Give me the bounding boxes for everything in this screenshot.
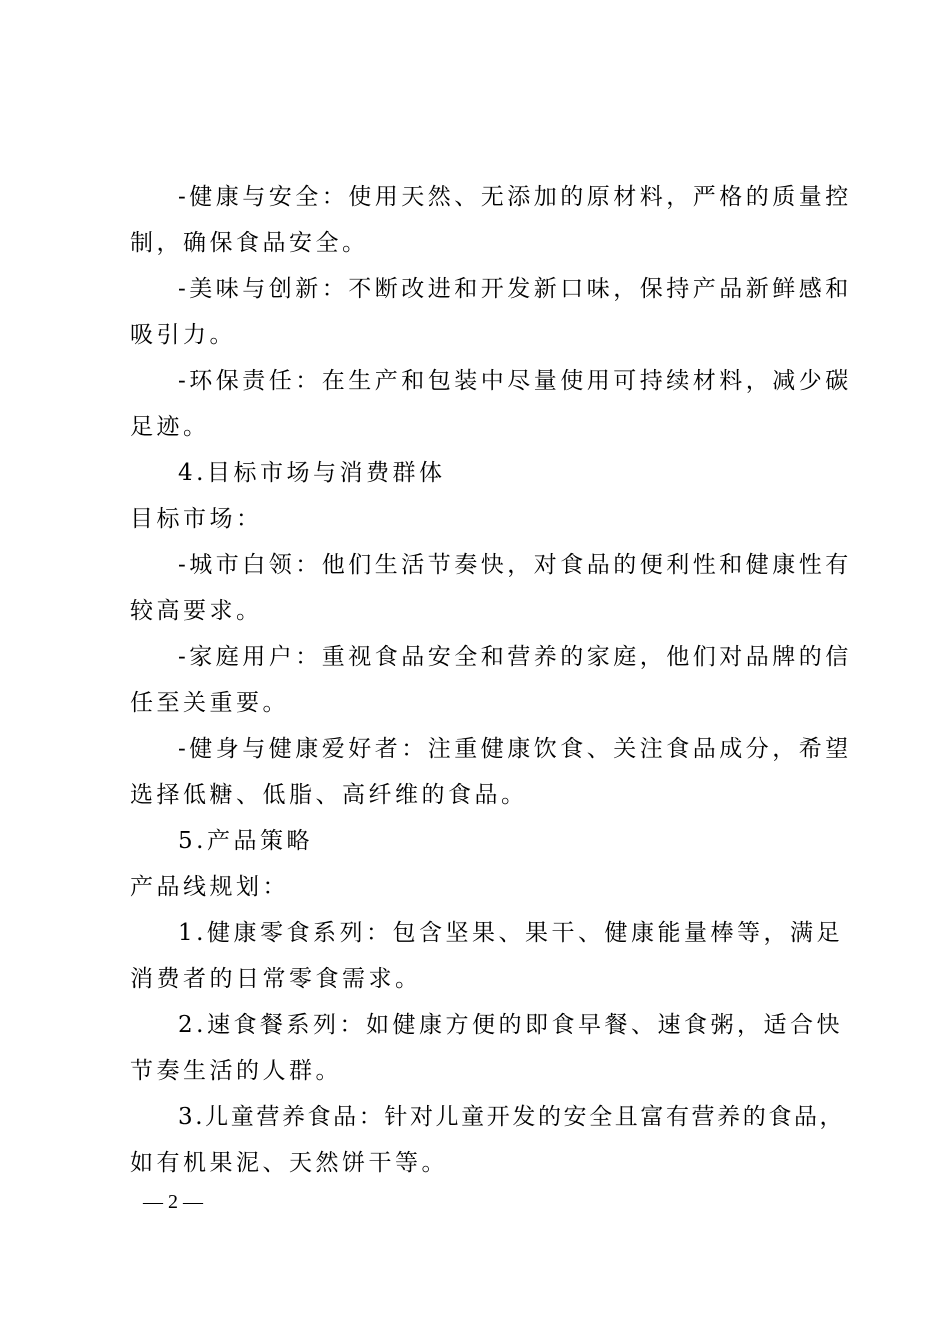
paragraph-health-safety-line-2: 制，确保食品安全。: [130, 230, 369, 256]
section-heading-target-market: 4.目标市场与消费群体: [178, 460, 446, 486]
paragraph-family-users-line-1: -家庭用户：重视食品安全和营养的家庭，他们对品牌的信: [178, 644, 852, 670]
paragraph-healthy-snacks-line-1: 1.健康零食系列：包含坚果、果干、健康能量棒等，满足: [178, 920, 843, 946]
paragraph-taste-innovation-line-1: -美味与创新：不断改进和开发新口味，保持产品新鲜感和: [178, 276, 852, 302]
paragraph-healthy-snacks-line-2: 消费者的日常零食需求。: [130, 966, 422, 992]
paragraph-fitness-enthusiasts-line-1: -健身与健康爱好者：注重健康饮食、关注食品成分，希望: [178, 736, 852, 762]
paragraph-urban-white-collar-line-2: 较高要求。: [130, 598, 263, 624]
page-number: — 2 —: [143, 1191, 203, 1213]
paragraph-taste-innovation-line-2: 吸引力。: [130, 322, 236, 348]
label-product-line-planning: 产品线规划：: [130, 874, 289, 900]
paragraph-urban-white-collar-line-1: -城市白领：他们生活节奏快，对食品的便利性和健康性有: [178, 552, 852, 578]
paragraph-eco-responsibility-line-2: 足迹。: [130, 414, 210, 440]
paragraph-family-users-line-2: 任至关重要。: [130, 690, 289, 716]
paragraph-children-nutrition-line-2: 如有机果泥、天然饼干等。: [130, 1150, 448, 1176]
paragraph-eco-responsibility-line-1: -环保责任：在生产和包装中尽量使用可持续材料，减少碳: [178, 368, 852, 394]
paragraph-children-nutrition-line-1: 3.儿童营养食品：针对儿童开发的安全且富有营养的食品，: [178, 1104, 846, 1130]
paragraph-instant-meals-line-2: 节奏生活的人群。: [130, 1058, 342, 1084]
label-target-market: 目标市场：: [130, 506, 263, 532]
document-body: [130, 174, 852, 1186]
section-heading-product-strategy: 5.产品策略: [178, 828, 313, 854]
paragraph-fitness-enthusiasts-line-2: 选择低糖、低脂、高纤维的食品。: [130, 782, 528, 808]
paragraph-instant-meals-line-1: 2.速食餐系列：如健康方便的即食早餐、速食粥，适合快: [178, 1012, 843, 1038]
paragraph-health-safety-line-1: -健康与安全：使用天然、无添加的原材料，严格的质量控: [178, 184, 852, 210]
